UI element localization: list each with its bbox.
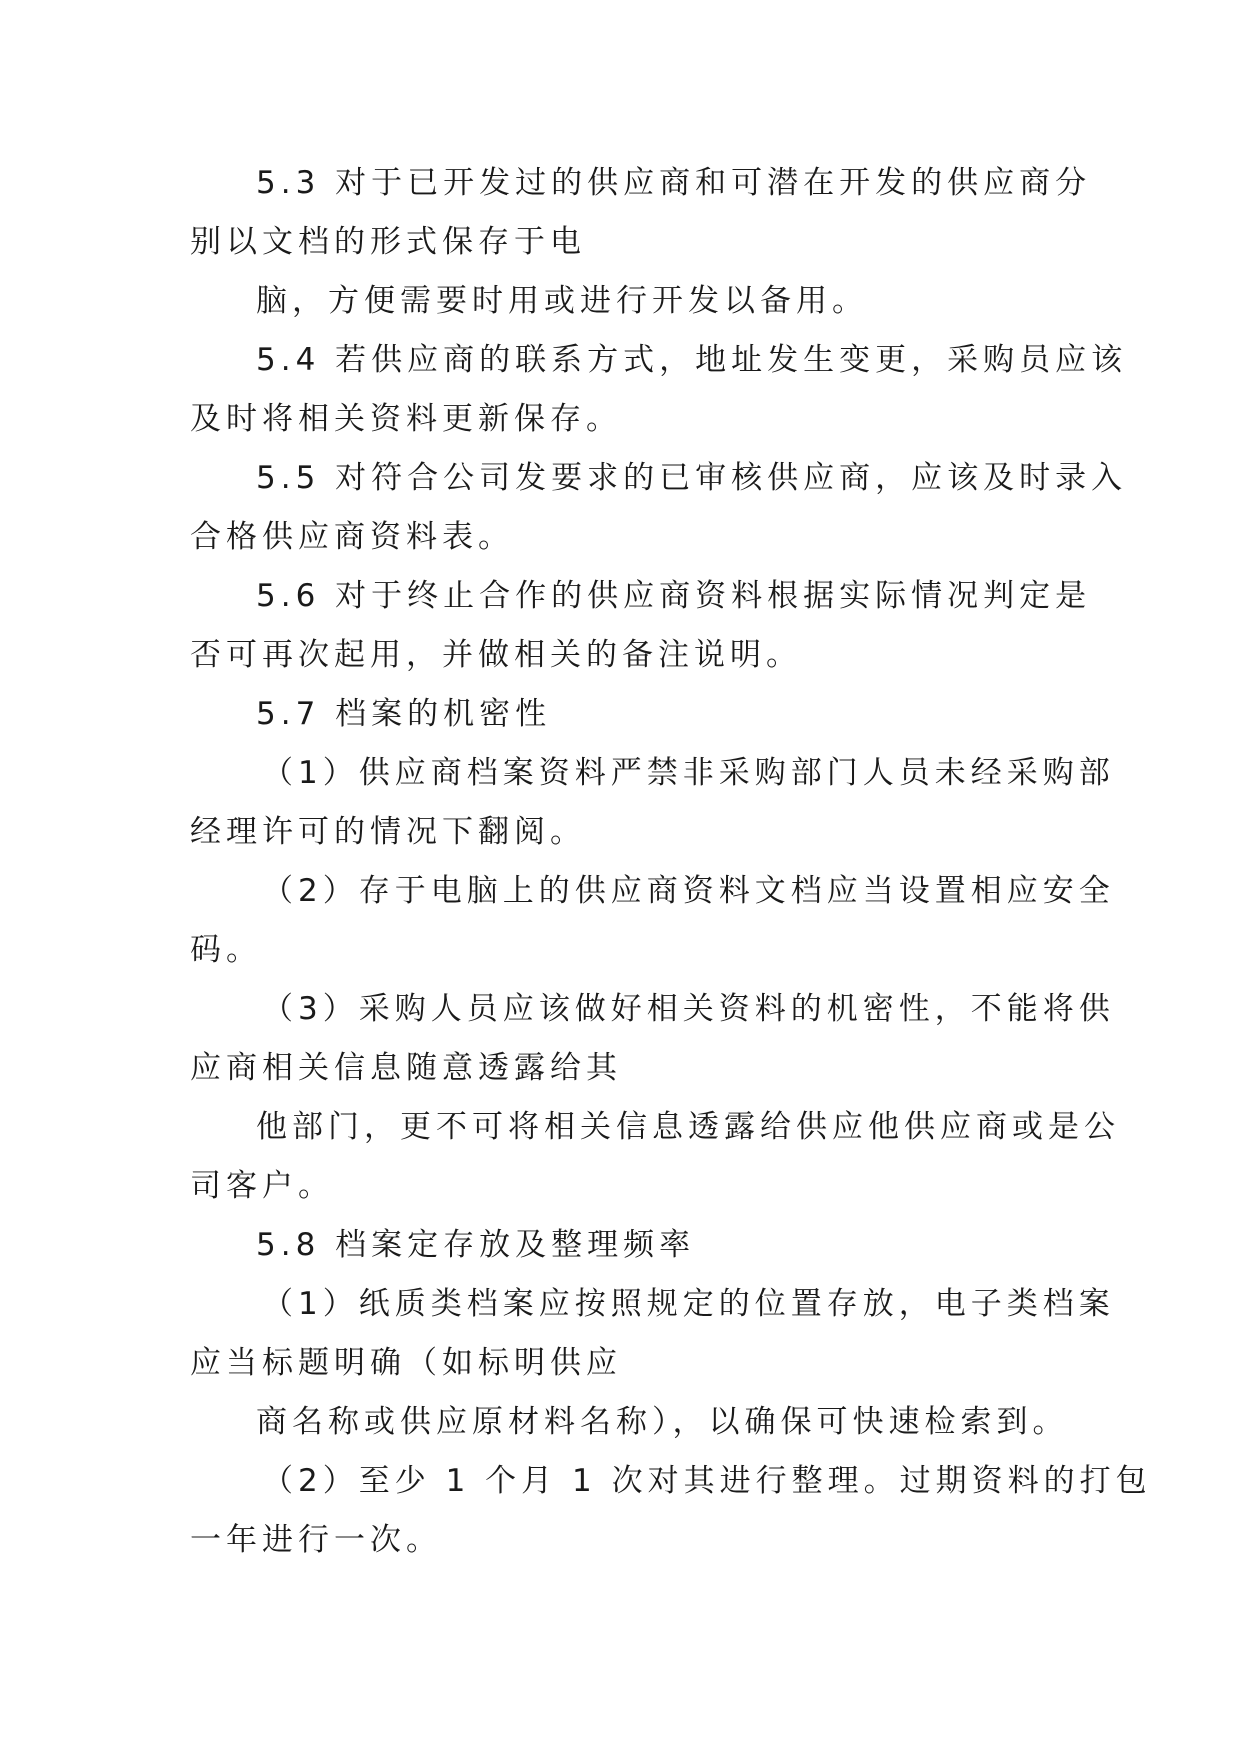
paragraph-line: 司客户。 xyxy=(190,1168,334,1204)
paragraph-line: （1）纸质类档案应按照规定的位置存放，电子类档案 xyxy=(262,1286,1115,1322)
paragraph-line: 一年进行一次。 xyxy=(190,1522,442,1558)
paragraph-line: 经理许可的情况下翻阅。 xyxy=(190,814,586,850)
paragraph-line: 他部门，更不可将相关信息透露给供应他供应商或是公 xyxy=(256,1109,1120,1145)
paragraph-line: 5.5 对符合公司发要求的已审核供应商，应该及时录入 xyxy=(256,460,1128,496)
paragraph-line: 脑，方便需要时用或进行开发以备用。 xyxy=(256,283,868,319)
paragraph-line: 5.3 对于已开发过的供应商和可潜在开发的供应商分 xyxy=(256,165,1092,201)
paragraph-line: 别以文档的形式保存于电 xyxy=(190,224,586,260)
paragraph-line: 否可再次起用，并做相关的备注说明。 xyxy=(190,637,802,673)
paragraph-line: 5.6 对于终止合作的供应商资料根据实际情况判定是 xyxy=(256,578,1092,614)
paragraph-line: （1）供应商档案资料严禁非采购部门人员未经采购部 xyxy=(262,755,1115,791)
paragraph-line: 码。 xyxy=(190,932,262,968)
paragraph-line: 5.4 若供应商的联系方式，地址发生变更，采购员应该 xyxy=(256,342,1128,378)
paragraph-line: 应商相关信息随意透露给其 xyxy=(190,1050,622,1086)
paragraph-line: 商名称或供应原材料名称），以确保可快速检索到。 xyxy=(256,1404,1069,1440)
section-heading: 5.7 档案的机密性 xyxy=(256,696,552,732)
section-heading: 5.8 档案定存放及整理频率 xyxy=(256,1227,696,1263)
paragraph-line: 应当标题明确（如标明供应 xyxy=(190,1345,622,1381)
paragraph-line: 及时将相关资料更新保存。 xyxy=(190,401,622,437)
paragraph-line: （2）至少 1 个月 1 次对其进行整理。过期资料的打包 xyxy=(262,1463,1152,1499)
paragraph-line: 合格供应商资料表。 xyxy=(190,519,514,555)
paragraph-line: （3）采购人员应该做好相关资料的机密性，不能将供 xyxy=(262,991,1115,1027)
paragraph-line: （2）存于电脑上的供应商资料文档应当设置相应安全 xyxy=(262,873,1115,909)
